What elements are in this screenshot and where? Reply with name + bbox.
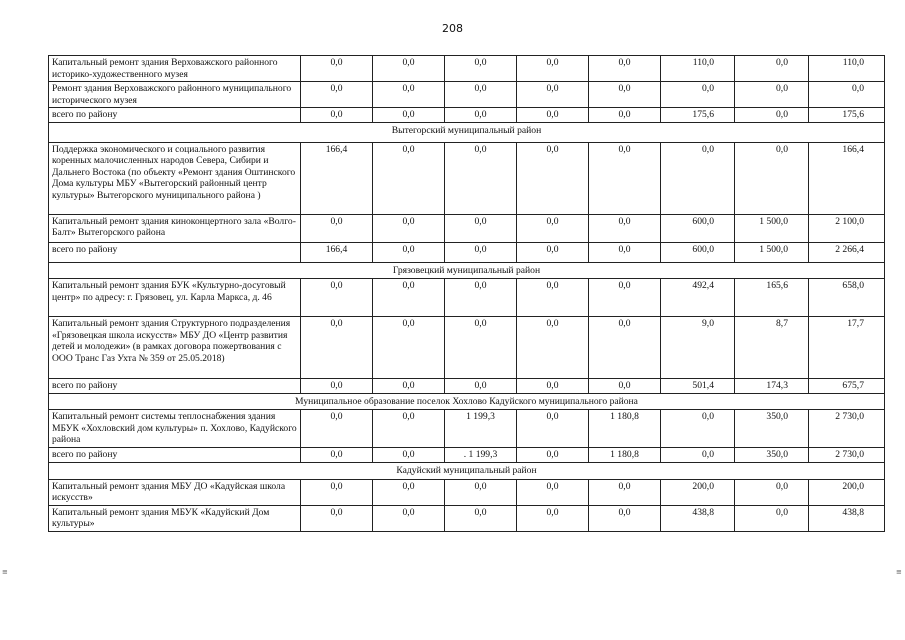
value-cell: 0,0 (589, 279, 661, 317)
object-name-cell: Капитальный ремонт здания Структурного подразделения «Грязовецкая школа искусств» МБУ ДО «Центр развития детей и молодежи» (в рамках договора пожертвования с ООО Транс Газ Ухта № 359 от 25.05.2018) (49, 317, 301, 379)
district-section-row (49, 122, 885, 142)
value-cell: 350,0 (735, 448, 809, 463)
value-cell: 1 180,8 (589, 410, 661, 448)
table-row (49, 279, 885, 317)
table-row (49, 214, 885, 242)
value-cell: 1 500,0 (735, 242, 809, 262)
value-cell: 0,0 (373, 448, 445, 463)
value-cell: 0,0 (373, 242, 445, 262)
district-section-row (49, 262, 885, 279)
value-cell: 0,0 (445, 279, 517, 317)
object-name-cell: Капитальный ремонт здания Верховажского районного историко-художественного музея (49, 56, 301, 82)
value-cell: 0,0 (445, 82, 517, 108)
object-name-cell: всего по району (49, 379, 301, 394)
value-cell: 110,0 (661, 56, 735, 82)
value-cell: 600,0 (661, 214, 735, 242)
district-name: Вытегорский муниципальный район (49, 122, 885, 142)
value-cell: 174,3 (735, 379, 809, 394)
value-cell: 0,0 (589, 214, 661, 242)
object-name-cell: всего по району (49, 242, 301, 262)
table-row (49, 317, 885, 379)
value-cell: 0,0 (661, 448, 735, 463)
value-cell: 438,8 (661, 505, 735, 531)
value-cell: 0,0 (445, 56, 517, 82)
value-cell: 0,0 (445, 108, 517, 123)
page-number: 208 (442, 22, 463, 35)
value-cell: . 1 199,3 (445, 448, 517, 463)
value-cell: 200,0 (809, 479, 885, 505)
value-cell: 0,0 (809, 82, 885, 108)
value-cell: 166,4 (301, 242, 373, 262)
table-row (49, 479, 885, 505)
value-cell: 0,0 (735, 505, 809, 531)
value-cell: 0,0 (373, 214, 445, 242)
value-cell: 0,0 (445, 214, 517, 242)
value-cell: 0,0 (373, 279, 445, 317)
table-row (49, 142, 885, 214)
value-cell: 0,0 (517, 279, 589, 317)
value-cell: 9,0 (661, 317, 735, 379)
value-cell: 501,4 (661, 379, 735, 394)
value-cell: 0,0 (589, 242, 661, 262)
value-cell: 1 180,8 (589, 448, 661, 463)
object-name-cell: всего по району (49, 448, 301, 463)
value-cell: 1 500,0 (735, 214, 809, 242)
value-cell: 0,0 (661, 142, 735, 214)
value-cell: 0,0 (373, 56, 445, 82)
value-cell: 0,0 (589, 142, 661, 214)
value-cell: 0,0 (445, 505, 517, 531)
value-cell: 0,0 (373, 142, 445, 214)
value-cell: 0,0 (517, 214, 589, 242)
value-cell: 0,0 (517, 479, 589, 505)
value-cell: 0,0 (445, 379, 517, 394)
value-cell: 438,8 (809, 505, 885, 531)
value-cell: 0,0 (735, 82, 809, 108)
value-cell: 0,0 (301, 479, 373, 505)
value-cell: 0,0 (517, 242, 589, 262)
value-cell: 0,0 (301, 279, 373, 317)
value-cell: 600,0 (661, 242, 735, 262)
value-cell: 0,0 (301, 82, 373, 108)
value-cell: 110,0 (809, 56, 885, 82)
value-cell: 0,0 (373, 379, 445, 394)
value-cell: 658,0 (809, 279, 885, 317)
value-cell: 0,0 (301, 379, 373, 394)
value-cell: 350,0 (735, 410, 809, 448)
object-name-cell: Капитальный ремонт здания БУК «Культурно-досуговый центр» по адресу: г. Грязовец, ул. Карла Маркса, д. 46 (49, 279, 301, 317)
value-cell: 175,6 (661, 108, 735, 123)
budget-table (48, 55, 885, 532)
value-cell: 675,7 (809, 379, 885, 394)
value-cell: 166,4 (809, 142, 885, 214)
value-cell: 0,0 (517, 56, 589, 82)
value-cell: 166,4 (301, 142, 373, 214)
value-cell: 0,0 (301, 410, 373, 448)
value-cell: 0,0 (373, 108, 445, 123)
value-cell: 0,0 (589, 317, 661, 379)
table-body (49, 56, 885, 532)
value-cell: 0,0 (301, 505, 373, 531)
value-cell: 0,0 (301, 108, 373, 123)
value-cell: 0,0 (445, 317, 517, 379)
value-cell: 0,0 (301, 214, 373, 242)
value-cell: 0,0 (589, 379, 661, 394)
scan-edge-mark-right: ≡ (896, 568, 902, 576)
value-cell: 0,0 (735, 56, 809, 82)
table-row (49, 56, 885, 82)
value-cell: 200,0 (661, 479, 735, 505)
value-cell: 2 730,0 (809, 448, 885, 463)
object-name-cell: Капитальный ремонт здания киноконцертного зала «Волго-Балт» Вытегорского района (49, 214, 301, 242)
value-cell: 0,0 (661, 82, 735, 108)
value-cell: 0,0 (589, 82, 661, 108)
value-cell: 492,4 (661, 279, 735, 317)
value-cell: 175,6 (809, 108, 885, 123)
value-cell: 0,0 (517, 108, 589, 123)
value-cell: 0,0 (301, 56, 373, 82)
value-cell: 0,0 (301, 448, 373, 463)
value-cell: 0,0 (445, 142, 517, 214)
value-cell: 0,0 (373, 505, 445, 531)
value-cell: 0,0 (517, 448, 589, 463)
value-cell: 0,0 (589, 56, 661, 82)
object-name-cell: Капитальный ремонт здания МБУ ДО «Кадуйская школа искусств» (49, 479, 301, 505)
object-name-cell: Ремонт здания Верховажского районного муниципального исторического музея (49, 82, 301, 108)
value-cell: 0,0 (661, 410, 735, 448)
value-cell: 0,0 (373, 317, 445, 379)
value-cell: 0,0 (517, 505, 589, 531)
table-row (49, 448, 885, 463)
table-row (49, 410, 885, 448)
value-cell: 0,0 (735, 142, 809, 214)
value-cell: 0,0 (373, 82, 445, 108)
district-name: Грязовецкий муниципальный район (49, 262, 885, 279)
value-cell: 0,0 (589, 479, 661, 505)
district-section-row (49, 462, 885, 479)
value-cell: 2 100,0 (809, 214, 885, 242)
value-cell: 17,7 (809, 317, 885, 379)
table-row (49, 82, 885, 108)
value-cell: 0,0 (373, 479, 445, 505)
scan-edge-mark-left: ≡ (2, 568, 8, 576)
object-name-cell: Поддержка экономического и социального развития коренных малочисленных народов Севера, Сибири и Дальнего Востока (по объекту «Ремонт здания Оштинского Дома культуры МБУ «Вытегорский районный центр культуры» Вытегорского муниципального района ) (49, 142, 301, 214)
value-cell: 0,0 (301, 317, 373, 379)
value-cell: 0,0 (517, 410, 589, 448)
value-cell: 8,7 (735, 317, 809, 379)
value-cell: 2 266,4 (809, 242, 885, 262)
value-cell: 0,0 (445, 479, 517, 505)
value-cell: 0,0 (445, 242, 517, 262)
district-section-row (49, 393, 885, 410)
district-name: Кадуйский муниципальный район (49, 462, 885, 479)
table-row (49, 505, 885, 531)
object-name-cell: всего по району (49, 108, 301, 123)
value-cell: 0,0 (517, 379, 589, 394)
value-cell: 1 199,3 (445, 410, 517, 448)
value-cell: 0,0 (517, 142, 589, 214)
value-cell: 0,0 (735, 108, 809, 123)
value-cell: 0,0 (735, 479, 809, 505)
district-name: Муниципальное образование поселок Хохлово Кадуйского муниципального района (49, 393, 885, 410)
value-cell: 0,0 (517, 82, 589, 108)
value-cell: 0,0 (373, 410, 445, 448)
value-cell: 0,0 (589, 108, 661, 123)
table-row (49, 379, 885, 394)
table-row (49, 242, 885, 262)
value-cell: 165,6 (735, 279, 809, 317)
table-row (49, 108, 885, 123)
value-cell: 2 730,0 (809, 410, 885, 448)
object-name-cell: Капитальный ремонт здания МБУК «Кадуйский Дом культуры» (49, 505, 301, 531)
value-cell: 0,0 (589, 505, 661, 531)
object-name-cell: Капитальный ремонт системы теплоснабжения здания МБУК «Хохловский дом культуры» п. Хохлово, Кадуйского района (49, 410, 301, 448)
value-cell: 0,0 (517, 317, 589, 379)
